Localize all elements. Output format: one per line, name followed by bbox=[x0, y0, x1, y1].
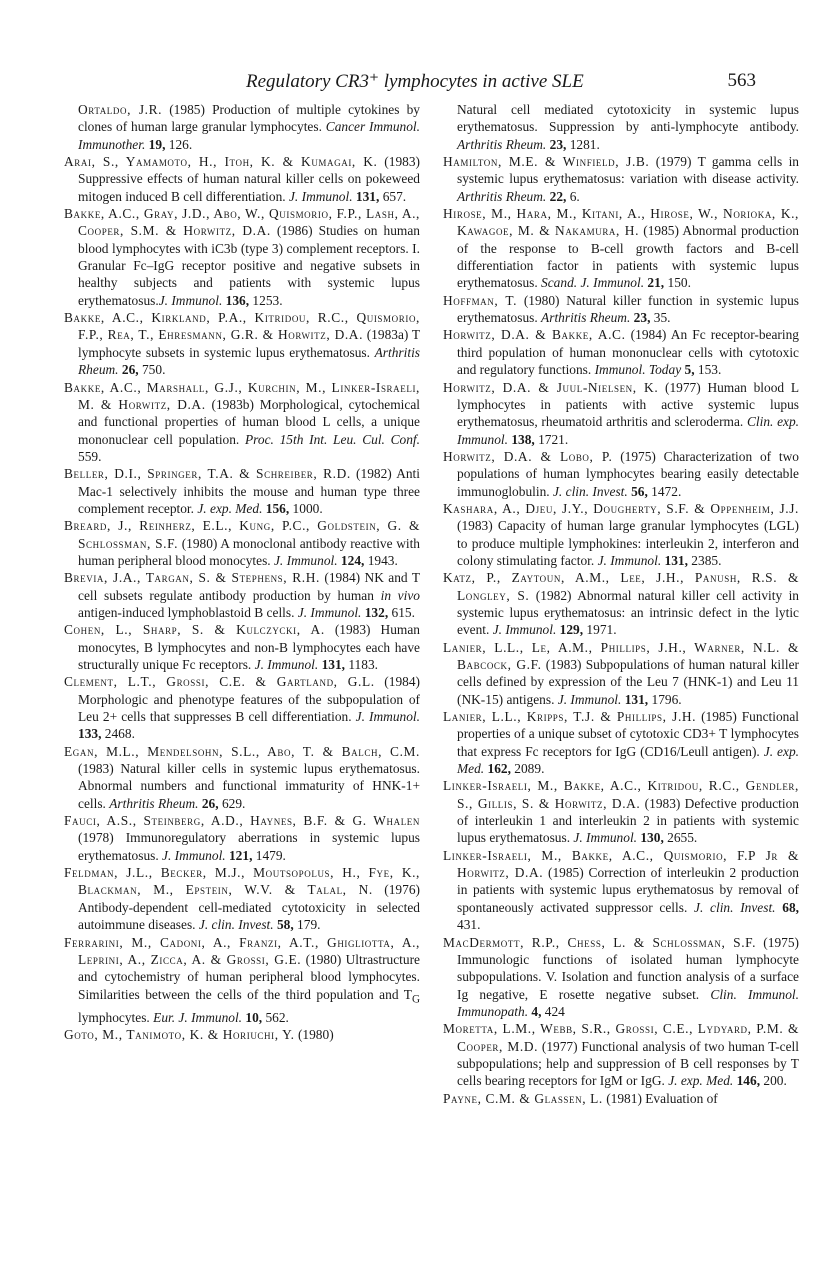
reference-authors: Arai, S., Yamamoto, H., Itoh, K. & Kumagai, K. bbox=[64, 154, 378, 170]
reference-journal: Arthritis Rheum. bbox=[78, 344, 420, 378]
reference-authors: Egan, M.L., Mendelsohn, S.L., Abo, T. & Balch, C.M. bbox=[64, 743, 420, 759]
reference-entry bbox=[64, 465, 420, 517]
reference-entry bbox=[443, 153, 799, 205]
reference-journal: J. exp. Med. bbox=[457, 743, 799, 777]
reference-entry bbox=[443, 1090, 799, 1107]
subscript bbox=[412, 993, 420, 1005]
reference-authors: Bakke, A.C., Marshall, G.J., Kurchin, M., Linker-Israeli, M. & Horwitz, D.A. bbox=[64, 379, 420, 412]
reference-authors: Goto, M., Tanimoto, K. & Horiuchi, Y. bbox=[64, 1026, 295, 1042]
reference-journal: J. Immunol. bbox=[288, 188, 353, 204]
reference-entry bbox=[443, 292, 799, 327]
reference-pages: 2089. bbox=[510, 761, 545, 777]
reference-journal: J. Immunol. bbox=[597, 552, 662, 568]
reference-entry bbox=[64, 101, 420, 153]
reference-text: (1983) Subpopulations of human natural killer cells defined by expression of the Leu 7 (HNK-1) and Leu 11 (NK-15) antigens. bbox=[457, 657, 799, 707]
reference-text: Natural cell mediated cytotoxicity in systemic lupus erythematosus. Suppression by anti-lymphocyte antibody. bbox=[457, 102, 799, 135]
reference-entry bbox=[443, 1020, 799, 1089]
reference-volume: 22, bbox=[546, 188, 567, 204]
reference-volume: 130, bbox=[637, 830, 664, 846]
reference-authors: Breard, J., Reinherz, E.L., Kung, P.C., Goldstein, G. & Schlossman, S.F. bbox=[64, 518, 420, 551]
reference-text: (1984) Morphologic and phenotype features of the subpopulation of Leu 2+ cells that suppresses B cell differentiation. bbox=[78, 674, 420, 725]
reference-volume: 23, bbox=[546, 136, 567, 152]
reference-italic: in vivo bbox=[380, 587, 420, 603]
reference-pages: 150. bbox=[664, 275, 691, 291]
reference-pages: 2385. bbox=[687, 552, 722, 568]
reference-volume: 10, bbox=[242, 1009, 263, 1025]
reference-entry bbox=[443, 934, 799, 1021]
reference-journal: J. Immunol. bbox=[492, 622, 557, 638]
page-number: 563 bbox=[727, 70, 756, 91]
reference-text: (1983) Human monocytes, B lymphocytes and non-B lymphocytes each have structurally unique Fc receptors. bbox=[78, 622, 420, 672]
reference-authors: Ferrarini, M., Cadoni, A., Franzi, A.T., Ghigliotta, A., Leprini, A., Zicca, A. & Grossi, G.E. bbox=[64, 934, 420, 967]
reference-volume: 5, bbox=[681, 362, 695, 378]
reference-volume: 133, bbox=[78, 726, 102, 742]
reference-authors: Feldman, J.L., Becker, M.J., Moutsopolus, H., Fye, K., Blackman, M., Epstein, W.V. & Talal, N. bbox=[64, 865, 420, 898]
reference-journal: Arthritis Rheum. bbox=[109, 795, 199, 811]
reference-pages: 35. bbox=[650, 310, 671, 326]
reference-column-right bbox=[443, 101, 799, 1107]
reference-authors: Linker-Israeli, M., Bakke, A.C., Quismorio, F.P Jr & Horwitz, D.A. bbox=[443, 847, 799, 881]
reference-entry bbox=[64, 309, 420, 378]
reference-journal: J. Immunol. bbox=[297, 604, 362, 620]
reference-entry bbox=[443, 379, 799, 448]
reference-journal: J. Immunol. bbox=[162, 847, 226, 863]
reference-pages: 126. bbox=[165, 136, 193, 152]
reference-authors: Kashara, A., Djeu, J.Y., Dougherty, S.F. & Oppenheim, J.J. bbox=[443, 500, 799, 516]
reference-text: antigen-induced lymphoblastoid B cells. bbox=[78, 604, 298, 620]
reference-pages: 2655. bbox=[663, 830, 698, 846]
reference-authors: Hirose, M., Hara, M., Kitani, A., Hirose, W., Norioka, K., Kawagoe, M. & Nakamura, H. bbox=[443, 206, 799, 239]
reference-entry bbox=[64, 379, 420, 466]
reference-pages: 1721. bbox=[534, 431, 569, 447]
reference-authors: Cohen, L., Sharp, S. & Kulczycki, A. bbox=[64, 622, 325, 638]
reference-journal: J. Immunol. bbox=[158, 292, 223, 308]
reference-text: (1983a) T lymphocyte subsets in systemic lupus erythematosus. bbox=[78, 327, 420, 360]
reference-pages: 559. bbox=[78, 448, 102, 464]
reference-entry bbox=[64, 569, 420, 621]
reference-text: (1980) Ultrastructure and cytochemistry of human peripheral blood lymphocytes. Similarities between the cells of the third population and T bbox=[78, 951, 420, 1002]
reference-pages: 2468. bbox=[101, 726, 135, 742]
reference-journal: J. clin. Invest. bbox=[552, 483, 628, 499]
reference-pages: 1183. bbox=[345, 657, 378, 672]
reference-text: lymphocytes. bbox=[78, 1009, 154, 1025]
reference-volume: 136, bbox=[222, 292, 250, 308]
reference-authors: Horwitz, D.A. & Bakke, A.C. bbox=[443, 327, 626, 343]
reference-volume: 156, bbox=[262, 500, 290, 516]
reference-pages: 153. bbox=[694, 362, 722, 378]
reference-authors: MacDermott, R.P., Chess, L. & Schlossman, S.F. bbox=[443, 934, 757, 950]
reference-subscript: G bbox=[411, 993, 420, 1006]
reference-entry bbox=[64, 621, 420, 673]
reference-journal: J. Immunol. bbox=[254, 657, 319, 672]
reference-pages: 1472. bbox=[647, 483, 682, 499]
reference-text: (1983) Defective production of interleukin 1 and interleukin 2 in patients with systemic lupus erythematosus. bbox=[457, 795, 800, 846]
reference-text: (1986) Studies on human blood lymphocytes with iC3b (type 3) complement receptors. I. Granular Fc–IgG receptor positive and negative subsets in healthy subjects and patients with systemic lupus erythematosus. bbox=[78, 223, 420, 308]
reference-journal: Proc. 15th Int. Leu. Cul. Conf. bbox=[245, 431, 420, 447]
reference-text: (1985) Functional properties of a unique subset of cytotoxic CD3+ T lymphocytes that express Fc receptors for IgG (CD16/Leull antigen). bbox=[457, 709, 800, 759]
reference-authors: Horwitz, D.A. & Juul-Nielsen, K. bbox=[443, 379, 659, 395]
reference-journal: J. Immunol. bbox=[355, 709, 420, 725]
reference-authors: Fauci, A.S., Steinberg, A.D., Haynes, B.F. & G. Whalen bbox=[64, 813, 420, 829]
reference-entry bbox=[443, 448, 799, 500]
reference-entry bbox=[64, 673, 420, 742]
reference-journal: Scand. J. Immunol. bbox=[541, 275, 645, 291]
reference-text: (1984) An Fc receptor-bearing third population of human mononuclear cells with cytotoxic and regulatory functions. bbox=[457, 327, 800, 378]
reference-authors: Hoffman, T. bbox=[443, 292, 518, 308]
reference-text: (1977) Functional analysis of two human T-cell subpopulations; help and suppression of B cell responses by T cells bearing receptors for IgM or IgG. bbox=[457, 1038, 799, 1089]
reference-pages: 615. bbox=[388, 604, 415, 620]
reference-journal: Arthritis Rheum. bbox=[457, 188, 547, 204]
reference-authors: Ortaldo, J.R. bbox=[78, 102, 163, 117]
reference-pages: 1479. bbox=[252, 847, 286, 863]
reference-authors: Moretta, L.M., Webb, S.R., Grossi, C.E., Lydyard, P.M. & Cooper, M.D. bbox=[443, 1021, 799, 1054]
reference-volume: 23, bbox=[630, 310, 651, 326]
reference-text: (1975) Characterization of two populations of human lymphocytes bearing easily detectable immunoglobulin. bbox=[457, 448, 799, 499]
reference-authors: Brevia, J.A., Targan, S. & Stephens, R.H. bbox=[64, 570, 320, 586]
reference-pages: 562. bbox=[262, 1009, 289, 1025]
reference-entry bbox=[64, 934, 420, 1026]
reference-text: (1982) Abnormal natural killer cell activity in systemic lupus erythematosus: an intrinsic defect in the lytic event. bbox=[457, 587, 800, 638]
reference-authors: Lanier, L.L., Kripps, T.J. & Phillips, J.H. bbox=[443, 709, 697, 725]
reference-pages: 200. bbox=[760, 1073, 787, 1089]
reference-text: (1982) Anti Mac-1 selectively inhibits the mouse and human type three complement receptor. bbox=[78, 466, 421, 516]
reference-volume: 26, bbox=[198, 795, 219, 811]
reference-volume: 129, bbox=[556, 622, 584, 638]
reference-journal: Arthritis Rheum. bbox=[457, 136, 547, 152]
reference-text: (1983b) Morphological, cytochemical and functional properties of human blood L cells, a unique mononuclear cell population. bbox=[78, 396, 420, 447]
reference-journal: J. clin. Invest. bbox=[198, 917, 274, 933]
reference-volume: 124, bbox=[337, 552, 365, 568]
reference-journal: J. exp. Med. bbox=[197, 500, 263, 516]
reference-entry bbox=[443, 847, 799, 934]
reference-journal: J. Immunol. bbox=[557, 691, 622, 707]
reference-entry bbox=[64, 864, 420, 933]
reference-volume: 19, bbox=[145, 136, 166, 152]
reference-text: (1983) Suppressive effects of human natural killer cells on pokeweed mitogen induced B cell differentiation. bbox=[78, 154, 420, 204]
reference-text: (1981) Evaluation of bbox=[602, 1090, 718, 1106]
reference-pages: 629. bbox=[218, 795, 246, 811]
reference-journal: Arthritis Rheum. bbox=[541, 310, 631, 326]
reference-entry bbox=[64, 153, 420, 205]
reference-text: (1985) Correction of interleukin 2 production in patients with systemic lupus erythematosus by removal of spontaneously activated suppressor cells. bbox=[457, 865, 799, 915]
reference-journal: J. Immunol. bbox=[573, 830, 638, 846]
reference-journal: Eur. J. Immunol. bbox=[153, 1009, 243, 1025]
reference-journal: Clin. Immunol. Immunopath. bbox=[457, 986, 800, 1019]
reference-authors: Bakke, A.C., Gray, J.D., Abo, W., Quismorio, F.P., Lash, A., Cooper, S.M. & Horwitz, D.A. bbox=[64, 206, 420, 239]
reference-entry bbox=[64, 812, 420, 864]
reference-volume: 21, bbox=[644, 275, 665, 291]
reference-journal: Clin. exp. Immunol. bbox=[457, 414, 799, 447]
reference-pages: 1000. bbox=[289, 500, 323, 516]
reference-pages: 179. bbox=[293, 917, 321, 933]
reference-text: (1980) Natural killer function in systemic lupus erythematosus. bbox=[457, 292, 799, 326]
reference-volume: 131, bbox=[352, 188, 380, 204]
reference-volume: 162, bbox=[484, 761, 511, 777]
reference-text: (1985) Abnormal production of the response to B-cell growth factors and B-cell differentiation factor in patients with systemic lupus erythematosus. bbox=[457, 223, 799, 291]
reference-entry bbox=[443, 326, 799, 378]
reference-pages: 6. bbox=[566, 188, 580, 204]
reference-text: (1977) Human blood L lymphocytes in patients with active systemic lupus erythematosus, rheumatoid arthritis and scleroderma. bbox=[457, 379, 799, 430]
reference-pages: 424 bbox=[541, 1003, 565, 1019]
reference-text: (1978) Immunoregulatory aberrations in systemic lupus erythematosus. bbox=[78, 830, 420, 863]
reference-authors: Linker-Israeli, M., Bakke, A.C., Kitridou, R.C., Gendler, S., Gillis, S. & Horwitz, D.A. bbox=[443, 778, 799, 811]
reference-volume: 132, bbox=[361, 604, 389, 620]
reference-journal: J. clin. Invest. bbox=[694, 899, 776, 915]
reference-journal: Cancer Immunol. Immunother. bbox=[78, 119, 420, 152]
reference-text: (1984) NK and T cell subsets regulate antibody production by human bbox=[78, 570, 420, 603]
page-header bbox=[60, 70, 760, 98]
reference-entry bbox=[443, 205, 799, 292]
reference-text: (1985) Production of multiple cytokines by clones of human large granular lymphocytes. bbox=[78, 102, 420, 135]
reference-entry bbox=[443, 639, 799, 708]
reference-text: (1983) Natural killer cells in systemic lupus erythematosus. Abnormal numbers and functional immaturity of HNK-1+ cells. bbox=[78, 761, 420, 811]
reference-volume: 146, bbox=[733, 1073, 761, 1089]
reference-authors: Bakke, A.C., Kirkland, P.A., Kitridou, R.C., Quismorio, F.P., Rea, T., Ehresmann, G.R. & Horwitz, D.A. bbox=[64, 310, 420, 343]
reference-journal: J. Immunol. bbox=[273, 552, 338, 568]
reference-pages: 1281. bbox=[566, 136, 600, 152]
reference-volume: 131, bbox=[661, 552, 688, 568]
reference-pages: 1943. bbox=[364, 552, 398, 568]
reference-entry bbox=[64, 743, 420, 812]
reference-text: (1975) Immunologic functions of isolated human lymphocyte subpopulations. V. Isolation and function analysis of a surface Ig negative, E rosette negative subset. bbox=[457, 934, 799, 1002]
reference-authors: Horwitz, D.A. & Lobo, P. bbox=[443, 448, 613, 464]
reference-journal: J. exp. Med. bbox=[668, 1073, 734, 1089]
reference-entry bbox=[443, 101, 799, 153]
reference-text: (1983) Capacity of human large granular lymphocytes (LGL) to produce multiple lymphokines: interleukin 2, interferon and colony stimulating factor. bbox=[457, 518, 799, 568]
reference-text: (1976) Antibody-dependent cell-mediated cytotoxicity in selected autoimmune diseases. bbox=[78, 882, 420, 933]
reference-authors: Beller, D.I., Springer, T.A. & Schreiber, R.D. bbox=[64, 466, 351, 482]
reference-text: (1979) T gamma cells in systemic lupus erythematosus: variation with disease activity. bbox=[457, 154, 799, 187]
reference-text: (1980) A monoclonal antibody reactive with human peripheral blood monocytes. bbox=[78, 535, 420, 568]
reference-pages: 657. bbox=[379, 188, 407, 204]
reference-entry bbox=[443, 500, 799, 569]
reference-pages: 1971. bbox=[583, 622, 617, 638]
reference-entry bbox=[64, 1026, 420, 1043]
reference-entry bbox=[443, 708, 799, 777]
reference-authors: Hamilton, M.E. & Winfield, J.B. bbox=[443, 154, 650, 170]
reference-journal: Immunol. Today bbox=[594, 362, 682, 378]
reference-text: (1980) bbox=[294, 1026, 334, 1042]
reference-authors: Katz, P., Zaytoun, A.M., Lee, J.H., Panush, R.S. & Longley, S. bbox=[443, 570, 799, 603]
reference-authors: Clement, L.T., Grossi, C.E. & Gartland, G.L. bbox=[64, 674, 375, 690]
running-title: Regulatory CR3⁺ lymphocytes in active SLE bbox=[246, 71, 584, 92]
reference-entry bbox=[443, 569, 799, 638]
reference-entry bbox=[443, 777, 799, 846]
reference-volume: 131, bbox=[621, 691, 649, 707]
reference-authors: Lanier, L.L., Le, A.M., Phillips, J.H., Warner, N.L. & Babcock, G.F. bbox=[443, 639, 799, 672]
reference-pages: 750. bbox=[138, 362, 166, 378]
reference-pages: 1253. bbox=[249, 292, 283, 308]
reference-volume: 131, bbox=[318, 657, 346, 672]
reference-volume: 68, bbox=[775, 899, 799, 915]
reference-authors: Payne, C.M. & Glassen, L. bbox=[443, 1090, 603, 1106]
reference-volume: 58, bbox=[273, 917, 294, 933]
reference-entry bbox=[64, 205, 420, 309]
reference-pages: 431. bbox=[457, 917, 481, 933]
reference-entry bbox=[64, 517, 420, 569]
reference-column-left bbox=[64, 101, 420, 1043]
reference-volume: 121, bbox=[225, 847, 253, 863]
reference-volume: 4, bbox=[528, 1003, 542, 1019]
reference-volume: 26, bbox=[118, 362, 139, 378]
reference-volume: 56, bbox=[627, 483, 648, 499]
reference-pages: 1796. bbox=[648, 691, 682, 707]
reference-volume: 138, bbox=[507, 431, 535, 447]
